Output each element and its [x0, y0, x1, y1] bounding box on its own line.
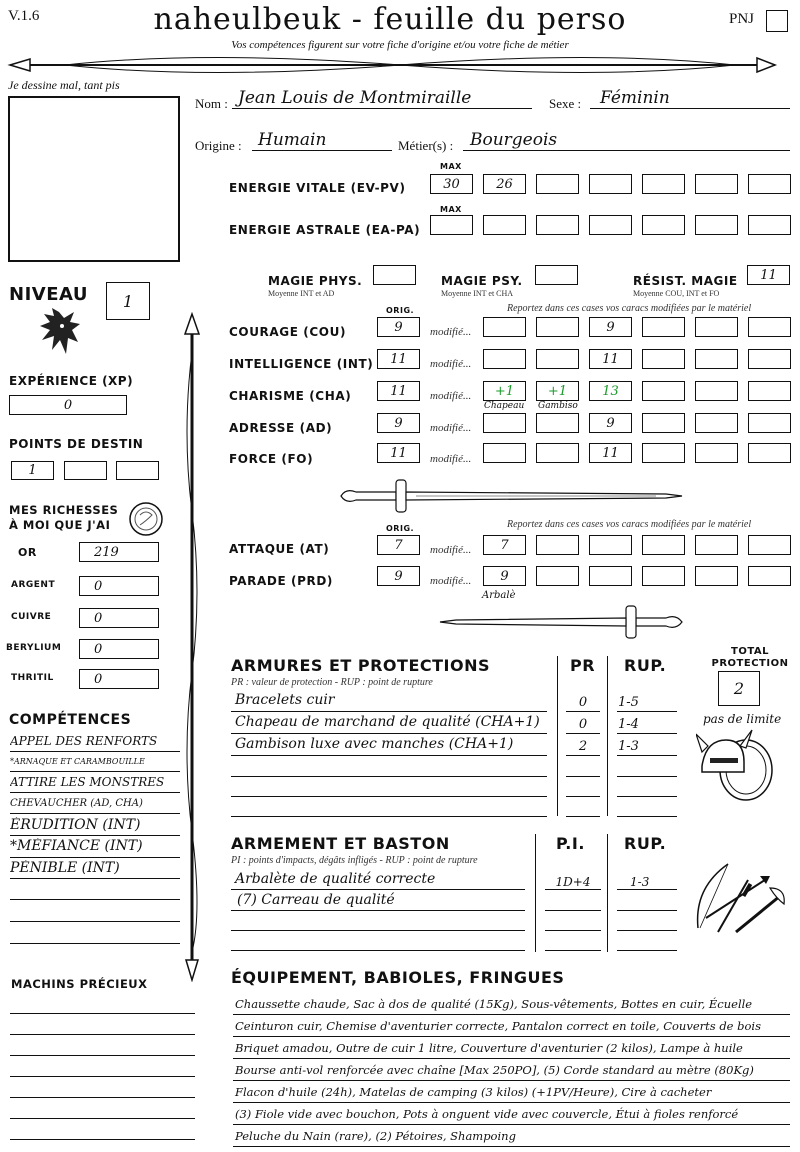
parade-cell[interactable] — [748, 566, 791, 586]
magie-phys-box[interactable] — [373, 265, 416, 285]
armement-title: ARMEMENT ET BASTON — [231, 834, 450, 853]
machins-line[interactable] — [10, 1055, 195, 1056]
arme-line[interactable] — [231, 910, 525, 911]
carac-cell[interactable] — [695, 381, 738, 401]
carac-cell[interactable] — [589, 413, 632, 433]
nom-field[interactable] — [232, 108, 532, 109]
carac-orig-value: 11 — [390, 383, 407, 399]
armures-divider — [557, 656, 558, 816]
modif-label: modifié... — [430, 326, 472, 338]
carac-cell[interactable] — [483, 349, 526, 369]
armure-line[interactable] — [231, 816, 547, 817]
carac-orig-int[interactable] — [377, 349, 420, 369]
pnj-checkbox[interactable] — [766, 10, 788, 32]
armure-rup: 1-3 — [618, 739, 639, 754]
equipement-line[interactable]: (3) Fiole vide avec bouchon, Pots à onguent vide avec couvercle, Étui à fioles renforcé — [233, 1107, 790, 1125]
ea-box-6[interactable] — [695, 215, 738, 235]
armure-pr: 0 — [578, 717, 588, 732]
modif-label: modifié... — [430, 358, 472, 370]
ea-max-label: MAX — [440, 205, 462, 214]
carac-label-int: INTELLIGENCE (INT) — [229, 357, 374, 371]
thritil-value: 0 — [94, 671, 103, 687]
pnj-label: PNJ — [729, 11, 755, 27]
portrait-caption: Je dessine mal, tant pis — [8, 78, 120, 92]
carac-note: Gambiso — [538, 401, 578, 411]
carac-cell[interactable] — [483, 413, 526, 433]
spear-divider-icon — [5, 52, 795, 78]
carac-cell-value — [643, 444, 684, 462]
armure-rup-line[interactable] — [617, 755, 677, 756]
helmet-shield-icon — [696, 726, 776, 806]
ea-box-5[interactable] — [642, 215, 685, 235]
berylium-value: 0 — [94, 641, 103, 657]
sexe-value: Féminin — [600, 88, 670, 108]
carac-cell-value — [696, 444, 737, 462]
arme-rup-line[interactable] — [617, 930, 677, 931]
carac-cell-value — [537, 318, 578, 336]
ev-current-value: 26 — [496, 176, 513, 192]
carac-cell[interactable] — [536, 381, 579, 401]
carac-label-cou: COURAGE (COU) — [229, 325, 347, 339]
parade-cell[interactable] — [536, 566, 579, 586]
attaque-cell[interactable] — [536, 535, 579, 555]
xp-label: EXPÉRIENCE (XP) — [9, 374, 134, 388]
ea-box-7[interactable] — [748, 215, 791, 235]
armure-pr-line[interactable] — [566, 711, 600, 712]
ev-box-6[interactable] — [695, 174, 738, 194]
arme-line[interactable] — [231, 930, 525, 931]
carac-cell-value — [484, 414, 525, 432]
spear-icon — [180, 312, 204, 982]
portrait-frame[interactable] — [8, 96, 180, 262]
armure-rup-line[interactable] — [617, 776, 677, 777]
armures-col-rup: RUP. — [624, 656, 667, 675]
carac-cell-value: +1 — [494, 383, 515, 399]
carac-cell-value: 13 — [602, 383, 619, 399]
carac-cell-value — [537, 444, 578, 462]
carac-cell-value: 11 — [602, 351, 619, 367]
page-title: naheulbeuk - feuille du perso — [153, 2, 627, 37]
carac-orig-ad[interactable] — [377, 413, 420, 433]
machins-line[interactable] — [10, 1076, 195, 1077]
carac-cell-value — [537, 414, 578, 432]
armure-line[interactable] — [231, 711, 547, 712]
argent-label: ARGENT — [11, 580, 56, 590]
destin-value: 1 — [28, 463, 37, 478]
carac-cell[interactable] — [748, 413, 791, 433]
equipement-line[interactable]: Peluche du Nain (rare), (2) Pétoires, Shampoing — [233, 1129, 790, 1147]
or-box[interactable] — [79, 542, 159, 562]
armure-rup: 1-4 — [618, 717, 639, 732]
armures-title: ARMURES ET PROTECTIONS — [231, 656, 490, 675]
armement-col-rup: RUP. — [624, 834, 667, 853]
modif-label: modifié... — [430, 390, 472, 402]
page-subtitle: Vos compétences figurent sur votre fiche d'origine et/ou votre fiche de métier — [231, 39, 569, 51]
sexe-label: Sexe : — [549, 96, 582, 111]
version-label: V.1.6 — [8, 8, 40, 24]
equipement-line[interactable]: Flacon d'huile (24h), Matelas de camping (3 kilos) (+1PV/Heure), Cire à cacheter — [233, 1085, 790, 1103]
carac-cell[interactable] — [748, 443, 791, 463]
carac-cell[interactable] — [642, 317, 685, 337]
resist-magie-sub: Moyenne COU, INT et FO — [633, 289, 720, 298]
carac-cell-value — [643, 382, 684, 400]
machins-line[interactable] — [10, 1013, 195, 1014]
armure-name: Chapeau de marchand de qualité (CHA+1) — [235, 714, 540, 730]
parade-label: PARADE (PRD) — [229, 574, 334, 588]
competence-item[interactable] — [10, 925, 180, 944]
carac-cell[interactable] — [536, 443, 579, 463]
carac-cell[interactable] — [589, 443, 632, 463]
niveau-label: NIVEAU — [9, 284, 88, 305]
carac-cell[interactable] — [536, 349, 579, 369]
arme-line[interactable] — [231, 950, 525, 951]
armure-pr: 2 — [578, 739, 588, 754]
carac-cell[interactable] — [748, 317, 791, 337]
armement-divider — [607, 834, 608, 952]
carac-orig-value: 9 — [394, 319, 403, 335]
ev-label: ENERGIE VITALE (EV-PV) — [229, 181, 406, 195]
ev-max-label: MAX — [440, 162, 462, 171]
armure-line[interactable] — [231, 796, 547, 797]
competences-title: COMPÉTENCES — [9, 712, 132, 728]
parade-cell[interactable] — [695, 566, 738, 586]
ea-box-4[interactable] — [589, 215, 632, 235]
ea-label: ENERGIE ASTRALE (EA-PA) — [229, 223, 421, 237]
carac-cell-value: 9 — [606, 319, 615, 335]
carac-cell-value: +1 — [547, 383, 568, 399]
carac-cell[interactable] — [589, 317, 632, 337]
richesses-label-1: MES RICHESSES — [9, 503, 119, 517]
competence-item[interactable]: ATTIRE LES MONSTRES — [10, 775, 180, 793]
destin-box-2[interactable] — [64, 461, 107, 480]
berylium-box[interactable] — [79, 639, 159, 659]
magie-phys-label: MAGIE PHYS. — [268, 274, 363, 288]
armure-line[interactable] — [231, 776, 547, 777]
ev-box-4[interactable] — [589, 174, 632, 194]
equipement-title: ÉQUIPEMENT, BABIOLES, FRINGUES — [231, 968, 565, 987]
armure-pr-line[interactable] — [566, 733, 600, 734]
armures-col-pr: PR — [570, 656, 596, 675]
carac-cell[interactable] — [483, 443, 526, 463]
argent-value: 0 — [94, 578, 103, 594]
carac-cell[interactable] — [536, 413, 579, 433]
competence-item[interactable] — [10, 903, 180, 922]
armement-divider — [535, 834, 536, 952]
carac-cell-value: 9 — [606, 415, 615, 431]
equipement-line[interactable]: Bourse anti-vol renforcée avec chaîne [Max 250PO], (5) Corde standard au mètre (80Kg) — [233, 1063, 790, 1081]
berylium-label: BERYLIUM — [6, 643, 62, 653]
ea-box-2[interactable] — [483, 215, 526, 235]
carac-cell-value — [696, 350, 737, 368]
ev-box-3[interactable] — [536, 174, 579, 194]
ev-max-box[interactable] — [430, 174, 473, 194]
carac-cell[interactable] — [642, 381, 685, 401]
cuivre-label: CUIVRE — [11, 612, 52, 622]
carac-cell[interactable] — [642, 349, 685, 369]
competence-item[interactable] — [10, 881, 180, 900]
resist-magie-label: RÉSIST. MAGIE — [633, 274, 738, 288]
total-protection-value: 2 — [733, 679, 745, 698]
parade-cell-value: 9 — [500, 568, 509, 584]
arme-pi-line[interactable] — [545, 930, 601, 931]
magie-psy-sub: Moyenne INT et CHA — [441, 289, 514, 298]
parade-orig-value: 9 — [394, 568, 403, 584]
carac-orig-value: 11 — [390, 445, 407, 461]
attaque-cell[interactable] — [748, 535, 791, 555]
combat-orig-label: ORIG. — [386, 524, 415, 533]
armure-pr-line[interactable] — [566, 755, 600, 756]
carac-label-cha: CHARISME (CHA) — [229, 389, 352, 403]
carac-cell[interactable] — [483, 381, 526, 401]
armure-rup-line[interactable] — [617, 711, 677, 712]
caracs-orig-label: ORIG. — [386, 306, 415, 315]
armure-rup-line[interactable] — [617, 796, 677, 797]
magie-phys-sub: Moyenne INT et AD — [268, 289, 335, 298]
machins-line[interactable] — [10, 1139, 195, 1140]
parade-cell[interactable] — [642, 566, 685, 586]
parade-cell[interactable] — [483, 566, 526, 586]
attaque-cell-value: 7 — [500, 537, 509, 553]
carac-orig-value: 9 — [394, 415, 403, 431]
machins-line[interactable] — [10, 1034, 195, 1035]
thritil-label: THRITIL — [11, 673, 54, 683]
or-label: OR — [18, 546, 37, 559]
sword-icon — [436, 604, 686, 640]
armure-line[interactable] — [231, 733, 547, 734]
carac-note: Chapeau — [484, 401, 525, 411]
total-protection-box[interactable] — [718, 671, 760, 706]
carac-cell-value — [484, 444, 525, 462]
machins-title: MACHINS PRÉCIEUX — [11, 977, 148, 991]
destin-box-3[interactable] — [116, 461, 159, 480]
richesses-label-2: À MOI QUE J'AI — [9, 518, 111, 532]
ea-box-1[interactable] — [430, 215, 473, 235]
carac-cell[interactable] — [695, 349, 738, 369]
equipement-line[interactable]: Ceinturon cuir, Chemise d'aventurier correcte, Pantalon correct en toile, Couverts de bois — [233, 1019, 790, 1037]
resist-magie-box[interactable] — [747, 265, 790, 285]
carac-cell[interactable] — [695, 317, 738, 337]
origine-value: Humain — [258, 130, 327, 150]
modif-label: modifié... — [430, 453, 472, 465]
carac-cell-value — [643, 350, 684, 368]
armure-name: Bracelets cuir — [235, 692, 335, 708]
weapons-icon — [688, 858, 788, 938]
carac-cell[interactable] — [695, 413, 738, 433]
arme-pi-line[interactable] — [545, 910, 601, 911]
carac-cell[interactable] — [748, 381, 791, 401]
cuivre-box[interactable] — [79, 608, 159, 628]
sexe-field[interactable] — [590, 108, 790, 109]
carac-cell[interactable] — [695, 443, 738, 463]
carac-cell-value — [643, 318, 684, 336]
origine-field[interactable] — [252, 150, 392, 151]
no-limit-label: pas de limite — [703, 712, 782, 726]
armure-rup-line[interactable] — [617, 816, 677, 817]
parade-cell[interactable] — [589, 566, 632, 586]
metier-label: Métier(s) : — [398, 138, 454, 153]
competence-item[interactable]: PÉNIBLE (INT) — [10, 860, 180, 879]
attaque-cell[interactable] — [589, 535, 632, 555]
arme-rup-line[interactable] — [617, 950, 677, 951]
ev-box-7[interactable] — [748, 174, 791, 194]
parade-note: Arbalè — [482, 590, 516, 601]
ev-max-value: 30 — [443, 176, 460, 192]
magie-psy-box[interactable] — [535, 265, 578, 285]
niveau-value: 1 — [122, 291, 134, 311]
armures-sub: PR : valeur de protection - RUP : point de rupture — [231, 677, 433, 688]
arme-rup-line[interactable] — [617, 889, 677, 890]
sword-icon — [336, 478, 686, 514]
or-value: 219 — [94, 544, 119, 560]
armures-divider — [607, 656, 608, 816]
carac-orig-cou[interactable] — [377, 317, 420, 337]
carac-cell[interactable] — [748, 349, 791, 369]
armure-rup: 1-5 — [618, 695, 639, 710]
carac-cell-value — [696, 318, 737, 336]
ev-box-5[interactable] — [642, 174, 685, 194]
arme-name: Arbalète de qualité correcte — [235, 871, 436, 887]
arme-line[interactable] — [231, 889, 525, 890]
ea-box-3[interactable] — [536, 215, 579, 235]
carac-label-fo: FORCE (FO) — [229, 452, 314, 466]
modif-label: modifié... — [430, 544, 472, 556]
attaque-cell[interactable] — [642, 535, 685, 555]
competence-item[interactable]: CHEVAUCHER (AD, CHA) — [10, 798, 180, 814]
arme-rup: 1-3 — [630, 875, 650, 889]
armure-rup-line[interactable] — [617, 733, 677, 734]
carac-cell[interactable] — [642, 413, 685, 433]
thritil-box[interactable] — [79, 669, 159, 689]
arme-pi-line[interactable] — [545, 889, 601, 890]
armure-line[interactable] — [231, 755, 547, 756]
dragon-icon — [34, 306, 84, 360]
machins-line[interactable] — [10, 1097, 195, 1098]
arme-name: (7) Carreau de qualité — [237, 892, 395, 908]
competence-item[interactable]: APPEL DES RENFORTS — [10, 734, 180, 752]
combat-hint: Reportez dans ces cases vos caracs modifiées par le matériel — [507, 519, 752, 530]
carac-cell[interactable] — [483, 317, 526, 337]
niveau-box[interactable] — [106, 282, 150, 320]
arme-pi: 1D+4 — [555, 875, 591, 889]
xp-box[interactable] — [9, 395, 127, 415]
metier-value: Bourgeois — [470, 130, 558, 150]
carac-cell-value — [696, 414, 737, 432]
attaque-cell[interactable] — [483, 535, 526, 555]
carac-cell-value — [696, 382, 737, 400]
resist-magie-value: 11 — [760, 267, 777, 283]
carac-cell-value — [537, 350, 578, 368]
ev-current-box[interactable] — [483, 174, 526, 194]
carac-label-ad: ADRESSE (AD) — [229, 421, 333, 435]
nom-value: Jean Louis de Montmiraille — [238, 88, 472, 108]
carac-cell[interactable] — [536, 317, 579, 337]
competence-item[interactable]: *MÉFIANCE (INT) — [10, 838, 180, 858]
modif-label: modifié... — [430, 575, 472, 587]
nom-label: Nom : — [195, 96, 228, 111]
equipement-line[interactable]: Chaussette chaude, Sac à dos de qualité (15Kg), Sous-vêtements, Bottes en cuir, Écuelle — [233, 997, 790, 1015]
parade-orig-box[interactable] — [377, 566, 420, 586]
metier-field[interactable] — [463, 150, 790, 151]
arme-pi-line[interactable] — [545, 950, 601, 951]
armure-pr-line[interactable] — [566, 816, 600, 817]
xp-value: 0 — [63, 397, 73, 413]
equipement-line[interactable]: Briquet amadou, Outre de cuir 1 litre, Couverture d'aventurier (2 kilos), Lampe à huile — [233, 1041, 790, 1059]
carac-orig-cha[interactable] — [377, 381, 420, 401]
coin-icon — [128, 501, 164, 537]
attaque-orig-value: 7 — [394, 537, 403, 553]
carac-orig-value: 11 — [390, 351, 407, 367]
attaque-label: ATTAQUE (AT) — [229, 542, 330, 556]
cuivre-value: 0 — [94, 610, 103, 626]
destin-box-1[interactable] — [11, 461, 54, 480]
competence-item[interactable]: *ARNAQUE ET CARAMBOUILLE — [10, 757, 180, 772]
armure-name: Gambison luxe avec manches (CHA+1) — [235, 736, 514, 752]
carac-cell[interactable] — [642, 443, 685, 463]
armement-sub: PI : points d'impacts, dégâts infligés - RUP : point de rupture — [231, 855, 478, 866]
argent-box[interactable] — [79, 576, 159, 596]
carac-cell[interactable] — [589, 381, 632, 401]
total-protection-label: TOTAL PROTECTION — [711, 646, 789, 669]
attaque-cell[interactable] — [695, 535, 738, 555]
armure-pr-line[interactable] — [566, 776, 600, 777]
carac-cell-value — [643, 414, 684, 432]
modif-label: modifié... — [430, 422, 472, 434]
carac-orig-fo[interactable] — [377, 443, 420, 463]
destin-label: POINTS DE DESTIN — [9, 437, 144, 451]
carac-cell[interactable] — [589, 349, 632, 369]
armure-pr: 0 — [578, 695, 588, 710]
carac-cell-value — [484, 318, 525, 336]
origine-label: Origine : — [195, 138, 242, 153]
magie-psy-label: MAGIE PSY. — [441, 274, 523, 288]
carac-cell-value — [484, 350, 525, 368]
armure-pr-line[interactable] — [566, 796, 600, 797]
attaque-orig-box[interactable] — [377, 535, 420, 555]
carac-cell-value: 11 — [602, 445, 619, 461]
arme-rup-line[interactable] — [617, 910, 677, 911]
armement-col-pi: P.I. — [556, 834, 585, 853]
caracs-hint: Reportez dans ces cases vos caracs modifiées par le matériel — [507, 303, 752, 314]
machins-line[interactable] — [10, 1118, 195, 1119]
competence-item[interactable]: ÉRUDITION (INT) — [10, 817, 180, 836]
